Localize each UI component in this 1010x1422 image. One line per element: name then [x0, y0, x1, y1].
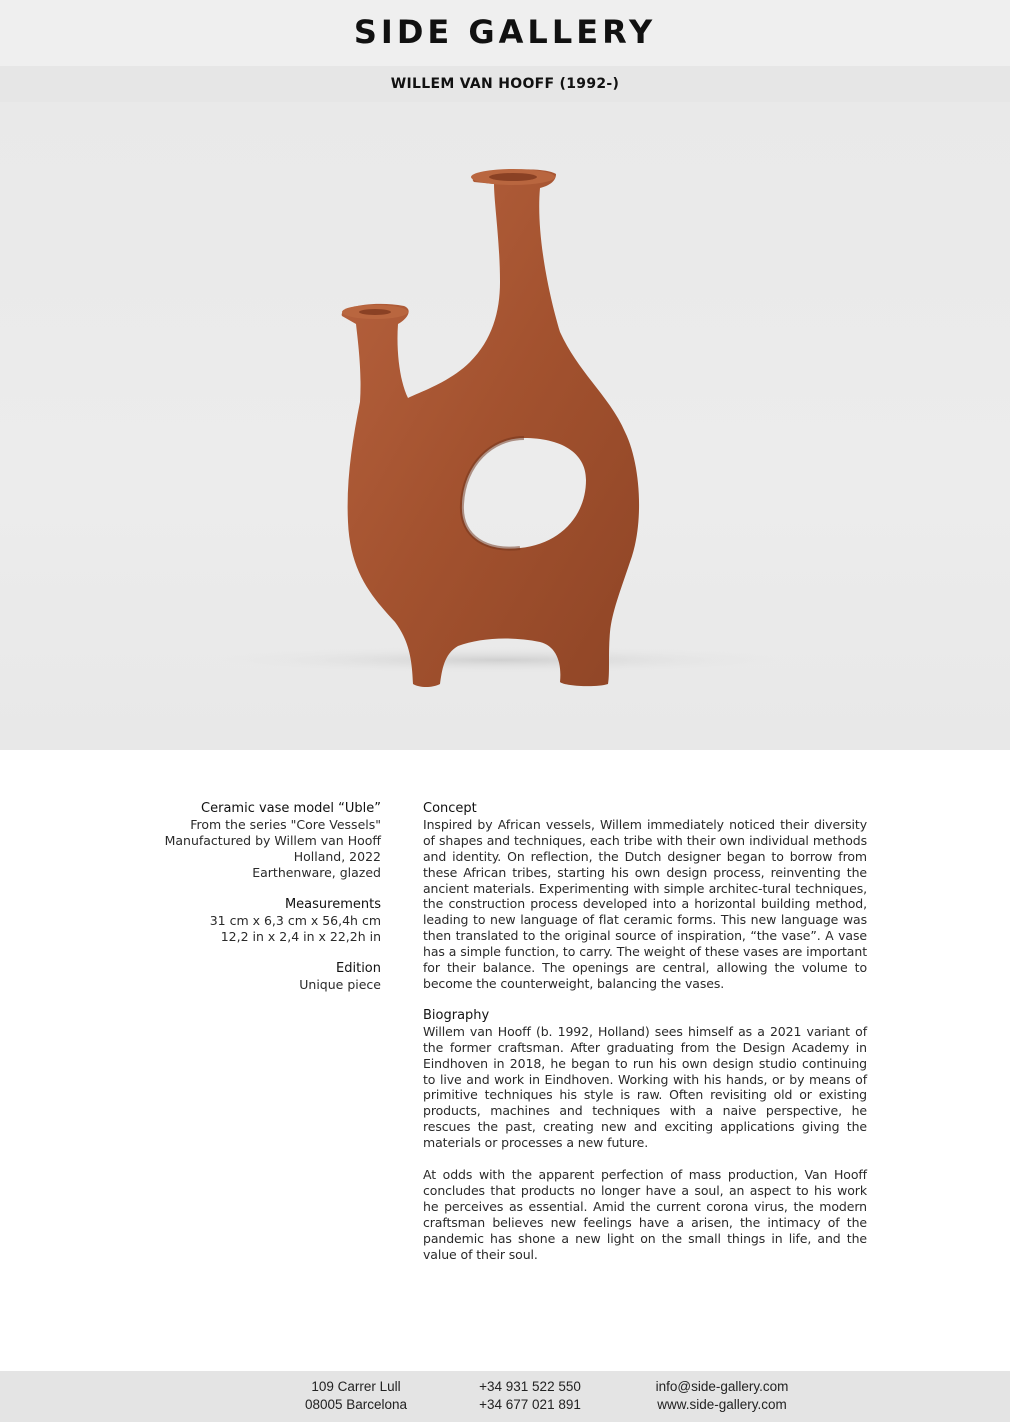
edition-heading: Edition: [336, 961, 381, 976]
biography-heading: Biography: [423, 1007, 490, 1023]
footer-contact: [640, 1378, 804, 1414]
concept-section: [423, 801, 867, 992]
email-link[interactable]: info@side-gallery.com: [655, 1379, 789, 1394]
measurements-cm: 31 cm x 6,3 cm x 56,4h cm: [209, 913, 381, 928]
measurements: [100, 897, 381, 945]
biography-text-2: At odds with the apparent perfection of mass production, Van Hooff concludes that products no longer have a soul, an aspect to his work he perceives as essential. Amid the current corona virus, the modern craftsman believes new feelings have a arisen, the intimacy of the pandemic has shone a new light on the small things in life, and the value of their soul.: [423, 1167, 867, 1262]
biography-text-1: Willem van Hooff (b. 1992, Holland) sees himself as a 2021 variant of the former craftsman. After graduating from the Design Academy in Eindhoven in 2018, he began to run his own design studio continuing to live and work in Eindhoven. Working with his hands, or by means of primitive techniques his style is raw. Often revisiting old or existing products, machines and techniques with a naive perspective, he rescues the past, creating new and exciting applications giving the materials or processes a new future.: [423, 1023, 867, 1151]
page-header: [0, 0, 1010, 66]
footer-address: [280, 1378, 432, 1414]
address-line-1: 109 Carrer Lull: [311, 1379, 401, 1394]
product-manufacturer: Manufactured by Willem van Hooff: [164, 833, 381, 848]
product-photo: [0, 102, 1010, 750]
product-info: [100, 801, 381, 881]
measurements-in: 12,2 in x 2,4 in x 22,2h in: [220, 929, 381, 944]
footer-phones: [458, 1378, 602, 1414]
description: [423, 801, 867, 1278]
product-title: Ceramic vase model “Uble”: [201, 801, 381, 816]
address-line-2: 08005 Barcelona: [304, 1397, 408, 1412]
product-series: From the series "Core Vessels": [190, 817, 381, 832]
page-footer: [0, 1371, 1010, 1422]
concept-heading: Concept: [423, 801, 477, 816]
product-details: [100, 801, 381, 1009]
biography-section: [423, 1008, 867, 1263]
product-material: Earthenware, glazed: [252, 865, 381, 880]
product-origin: Holland, 2022: [293, 849, 381, 864]
edition: [100, 961, 381, 993]
measurements-heading: Measurements: [284, 897, 381, 912]
concept-text: Inspired by African vessels, Willem immediately noticed their diversity of shapes and techniques, each tribe with their own individual methods and identity. On reflection, the Dutch designer began to borrow from these African tribes, starting his own design process, reinventing the ancient materials. Experimenting with simple architec-tural techniques, the construction process developed into a horizontal building method, leading to new language of flat ceramic forms. This new language was then translated to the original source of inspiration, “the vase”. A vase has a simple function, to carry. The weight of these vases are important for their balance. The openings are central, allowing the volume to become the counterweight, balancing the vases.: [423, 816, 867, 991]
phone-1: +34 931 522 550: [479, 1379, 581, 1394]
edition-value: Unique piece: [299, 977, 381, 992]
artist-name: WILLEM VAN HOOFF (1992-): [390, 76, 620, 92]
phone-2: +34 677 021 891: [479, 1397, 581, 1412]
artist-bar: [0, 66, 1010, 102]
brand-logo: SIDE GALLERY: [353, 13, 657, 51]
website-link[interactable]: www.side-gallery.com: [657, 1397, 787, 1412]
vase-image: [0, 102, 1010, 750]
